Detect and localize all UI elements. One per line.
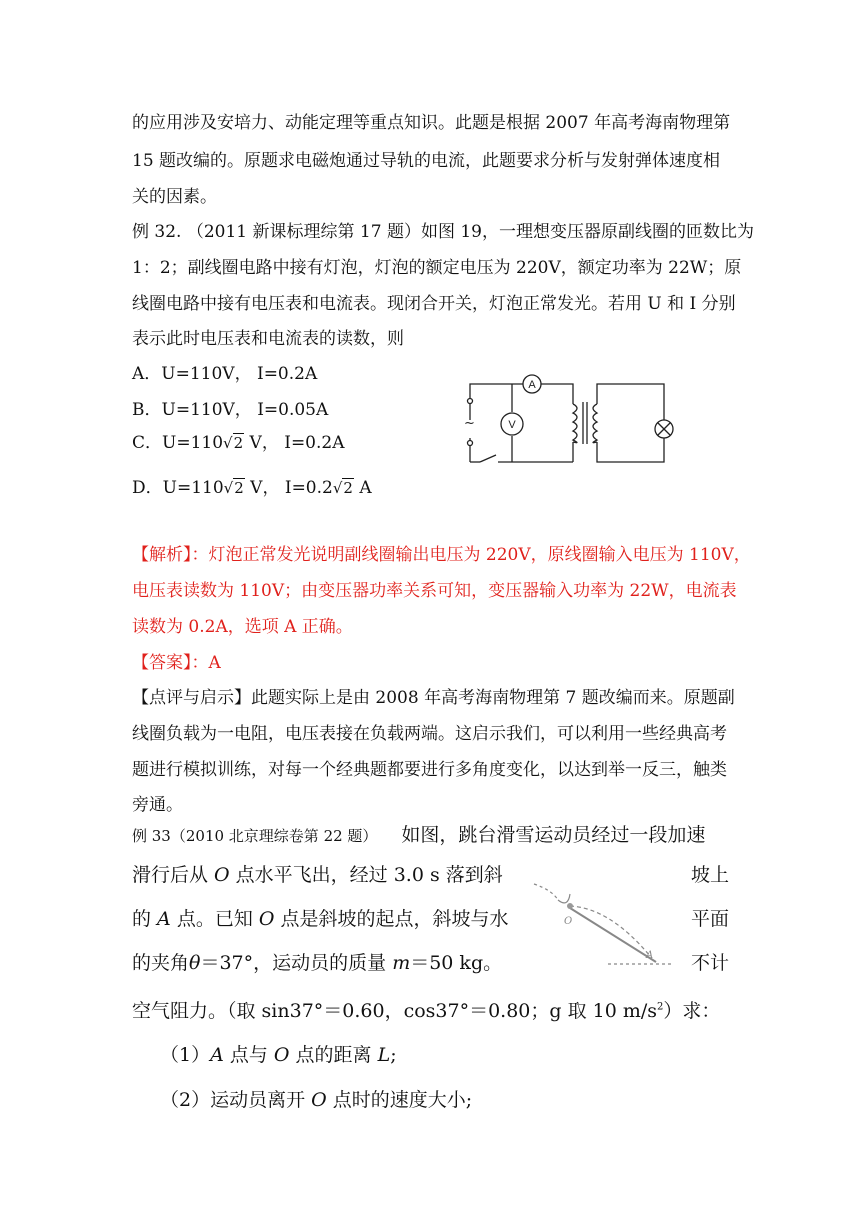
analysis-text-1: ：灯泡正常发光说明副线圈输出电压为 220V，原线圈输入电压为 110V， — [191, 545, 751, 565]
text: 点是斜坡的起点，斜坡与水 — [274, 908, 509, 930]
text: ）求： — [663, 1000, 721, 1022]
option-d-pre: D．U=110 — [132, 478, 224, 498]
sqrt-arg: 2 — [234, 479, 244, 497]
option-d-mid: V， I=0.2 — [244, 478, 333, 498]
ex33-line1-text: 如图，跳台滑雪运动员经过一段加速 — [401, 824, 706, 846]
ex32-line-3: 线圈电路中接有电压表和电流表。现闭合开关，灯泡正常发光。若用 U 和 I 分别 — [132, 294, 736, 314]
option-c — [132, 428, 345, 453]
text: 点与 — [223, 1044, 274, 1066]
voltmeter-label: V — [508, 419, 516, 431]
ex32-line-4: 表示此时电压表和电流表的读数，则 — [132, 329, 404, 349]
text: ＝37°，运动员的质量 — [200, 952, 393, 974]
option-a: A．U=110V， I=0.2A — [132, 364, 318, 384]
point-o-label: O — [564, 916, 573, 927]
superscript: 2 — [657, 1001, 664, 1013]
analysis-tag: 【解析】 — [132, 545, 192, 565]
comment-text-1: 此题实际上是由 2008 年高考海南物理第 7 题改编而来。原题副 — [251, 688, 735, 708]
option-d-post: A — [353, 478, 372, 498]
option-b: B．U=110V， I=0.05A — [132, 400, 329, 420]
option-c-pre: C．U=110 — [132, 433, 224, 453]
text: ＝50 kg。 — [410, 952, 503, 974]
ex32-line-1: 例 32. （2011 新课标理综第 17 题）如图 19，一理想变压器原副线圈的匝数比为 — [132, 222, 754, 242]
ex33-line-3-right: 平面 — [691, 908, 730, 930]
answer-tag: 【答案】 — [132, 653, 192, 673]
option-c-post: V， I=0.2A — [244, 433, 345, 453]
text: 的 — [132, 908, 158, 930]
sqrt-symbol: √2 — [223, 434, 244, 452]
analysis-line-1 — [132, 540, 751, 565]
text: 点的距离 — [289, 1044, 378, 1066]
text: 的夹角 — [132, 952, 190, 974]
question-1 — [160, 1040, 397, 1067]
analysis-line-3: 读数为 0.2A，选项 A 正确。 — [132, 617, 353, 637]
comment-line-4: 旁通。 — [132, 795, 183, 815]
ex33-line-3 — [132, 904, 509, 931]
text: （2）运动员离开 — [160, 1089, 312, 1111]
text: 空气阻力。（取 sin37°＝0.60，cos37°＝0.80；g 取 10 m/s — [132, 1000, 658, 1022]
ex33-line-4 — [132, 948, 502, 975]
var-o: O — [273, 1044, 290, 1066]
analysis-line-2: 电压表读数为 110V；由变压器功率关系可知，变压器输入功率为 22W，电流表 — [132, 581, 737, 601]
sqrt-symbol: √2 — [223, 479, 244, 497]
var-o: O — [311, 1089, 327, 1111]
sqrt-arg: 2 — [343, 479, 353, 497]
comment-line-1 — [132, 683, 735, 708]
text: 点水平飞出，经过 3.0 s 落到斜 — [229, 864, 503, 886]
var-l: L — [377, 1044, 391, 1066]
text: 点时的速度大小; — [326, 1089, 473, 1111]
comment-line-3: 题进行模拟训练，对每一个经典题都要进行多角度变化，以达到举一反三，触类 — [132, 760, 727, 780]
ex33-head: 例 33（2010 北京理综卷第 22 题） — [132, 827, 378, 845]
var-o: O — [214, 864, 230, 886]
comment-tag: 【点评与启示】 — [132, 688, 251, 708]
sqrt-symbol: √2 — [332, 479, 353, 497]
text: ; — [390, 1044, 397, 1066]
var-o: O — [258, 908, 275, 930]
sqrt-arg: 2 — [233, 434, 244, 452]
text: 滑行后从 — [132, 864, 215, 886]
question-2 — [160, 1085, 472, 1112]
answer-text: ：A — [191, 653, 221, 673]
var-a: A — [210, 1044, 224, 1066]
ex33-line-5 — [132, 996, 720, 1023]
ex33-line-4-right: 不计 — [691, 952, 730, 974]
ex33-line-2-right: 坡上 — [691, 864, 730, 886]
ac-source-symbol: ~ — [464, 416, 475, 431]
text: 点。已知 — [170, 908, 259, 930]
intro-line-1: 的应用涉及安培力、动能定理等重点知识。此题是根据 2007 年高考海南物理第 — [132, 113, 731, 133]
intro-line-2: 15 题改编的。原题求电磁炮通过导轨的电流，此题要求分析与发射弹体速度相 — [132, 151, 721, 171]
point-a-label: A — [646, 950, 654, 961]
intro-line-3: 关的因素。 — [132, 187, 217, 207]
ex33-line-2 — [132, 860, 503, 887]
transformer-circuit-diagram — [458, 372, 680, 474]
ammeter-label: A — [528, 379, 536, 391]
ski-slope-figure — [524, 878, 674, 968]
ex32-line-2: 1：2；副线圈电路中接有灯泡，灯泡的额定电压为 220V，额定功率为 22W；原 — [132, 258, 742, 278]
ex33-line-1 — [132, 820, 705, 847]
text: （1） — [160, 1044, 211, 1066]
var-theta: θ — [189, 952, 201, 974]
var-m: m — [392, 952, 411, 974]
comment-line-2: 线圈负载为一电阻，电压表接在负载两端。这启示我们，可以利用一些经典高考 — [132, 724, 727, 744]
option-d — [132, 473, 372, 498]
var-a: A — [157, 908, 171, 930]
answer-line — [132, 648, 732, 673]
